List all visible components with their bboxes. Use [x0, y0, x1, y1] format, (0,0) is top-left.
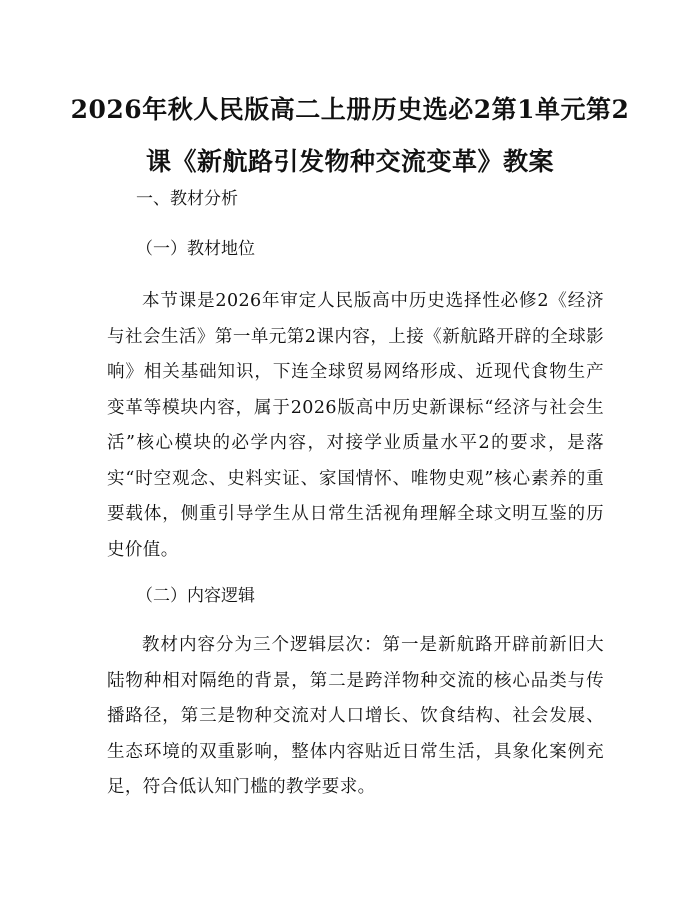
document-title: 2026年秋人民版高二上册历史选必2第1单元第2课《新航路引发物种交流变革》教案 [70, 95, 630, 176]
section-heading-textbook-analysis: 一、教材分析 [136, 189, 238, 209]
paragraph-content-logic: 教材内容分为三个逻辑层次：第一是新航路开辟前新旧大陆物种相对隔绝的背景，第二是跨洋物种交流的核心品类与传播路径，第三是物种交流对人口增长、饮食结构、社会发展、生态环境的双重影响，整体内容贴近日常生活，具象化案例充足，符合低认知门槛的教学要求。 [107, 635, 604, 797]
subsection-heading-content-logic: （二）内容逻辑 [136, 586, 255, 606]
paragraph-textbook-position: 本节课是2026年审定人民版高中历史选择性必修2《经济与社会生活》第一单元第2课内容，上接《新航路开辟的全球影响》相关基础知识，下连全球贸易网络形成、近现代食物生产变革等模块内容，属于2026版高中历史新课标“经济与社会生活”核心模块的必学内容，对接学业质量水平2的要求，是落实“时空观念、史料实证、家国情怀、唯物史观”核心素养的重要载体，侧重引导学生从日常生活视角理解全球文明互鉴的历史价值。 [107, 291, 604, 560]
subsection-heading-textbook-position: （一）教材地位 [136, 239, 255, 259]
